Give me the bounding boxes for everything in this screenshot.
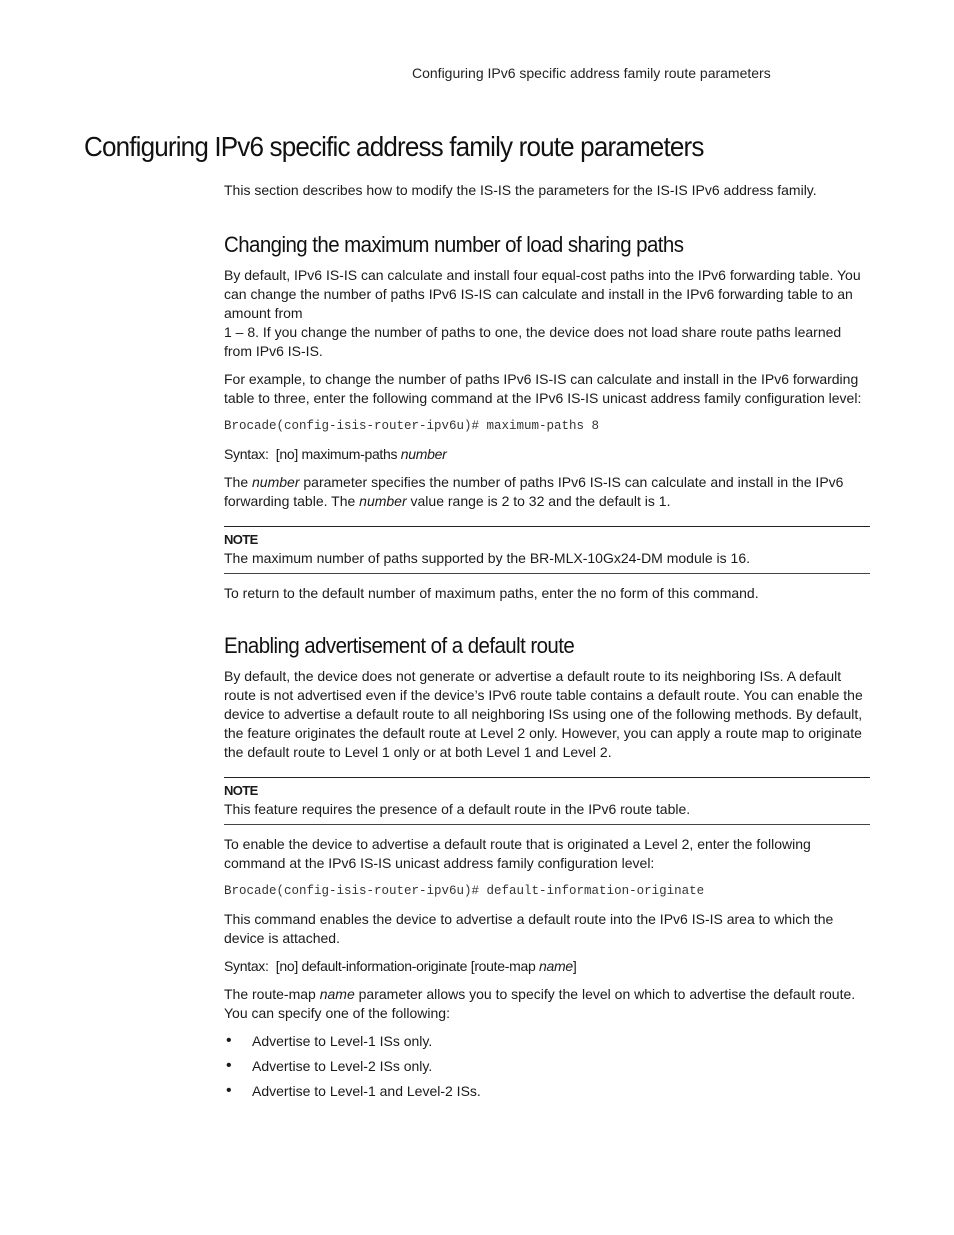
code-example-default-information-originate: Brocade(config-isis-router-ipv6u)# default-information-originate xyxy=(224,884,705,898)
syntax-command: [no] maximum-paths xyxy=(275,446,398,462)
level-options-list xyxy=(224,1032,870,1101)
syntax-default-information-originate xyxy=(224,957,870,976)
note-box-default-route xyxy=(224,777,870,825)
text-run: The xyxy=(224,474,253,490)
return-default-paragraph xyxy=(224,584,870,603)
note-box-max-paths xyxy=(224,526,870,574)
text-run: form of this command. xyxy=(616,585,759,601)
section-heading-default-route: Enabling advertisement of a default route xyxy=(224,633,575,658)
syntax-command: [no] default-information-originate [route-map xyxy=(275,958,536,974)
code-example-maximum-paths: Brocade(config-isis-router-ipv6u)# maximum-paths 8 xyxy=(224,419,600,433)
default-route-paragraph-2: To enable the device to advertise a default route that is originated a Level 2, enter the following command at the IPv6 IS-IS unicast address family configuration level: xyxy=(224,836,811,871)
load-sharing-paragraph-1b: 1 – 8. If you change the number of paths to one, the device does not load share route paths learned from IPv6 IS-IS. xyxy=(224,324,842,359)
syntax-parameter: name xyxy=(539,958,573,974)
running-header: Configuring IPv6 specific address family route parameters xyxy=(412,65,771,81)
text-run: parameter allows you to specify the level on which to advertise the default route. You can specify one of the following: xyxy=(224,986,856,1021)
param-name: number xyxy=(359,493,407,509)
keyword-no: no xyxy=(600,585,617,601)
note-text: The maximum number of paths supported by the BR-MLX-10Gx24-DM module is 16. xyxy=(224,550,751,566)
syntax-bracket: ] xyxy=(572,958,577,974)
text-run: parameter specifies the number of paths IPv6 IS-IS can calculate and install in the IPv6 forwarding table. The xyxy=(224,474,844,509)
default-route-paragraph-1: By default, the device does not generate or advertise a default route to its neighboring ISs. A default route is not advertised even if the device’s IPv6 route table contains a default route. You can enable the device to advertise a default route to all neighboring ISs using one of the following methods. By default, the feature originates the default route at Level 2 only. However, you can apply a route map to originate the default route to Level 1 only or at both Level 1 and Level 2. xyxy=(224,668,863,760)
main-content xyxy=(224,181,870,1107)
text-run: The xyxy=(224,986,253,1002)
note-label: NOTE xyxy=(224,532,258,547)
text-run: To return to the default number of maximum paths, enter the xyxy=(224,585,601,601)
load-sharing-paragraph-2: For example, to change the number of paths IPv6 IS-IS can calculate and install in the IPv6 forwarding table to three, enter the following command at the IPv6 IS-IS unicast address family configuration level: xyxy=(224,371,862,406)
section-heading-load-sharing: Changing the maximum number of load sharing paths xyxy=(224,232,684,257)
list-item: • Advertise to Level-2 ISs only. xyxy=(224,1057,870,1076)
list-item: • Advertise to Level-1 ISs only. xyxy=(224,1032,870,1051)
param-name: name xyxy=(319,986,355,1002)
note-label: NOTE xyxy=(224,783,258,798)
page-title: Configuring IPv6 specific address family route parameters xyxy=(84,131,704,162)
syntax-label: Syntax: xyxy=(224,958,269,974)
syntax-label: Syntax: xyxy=(224,446,269,462)
intro-paragraph: This section describes how to modify the IS-IS the parameters for the IS-IS IPv6 address family. xyxy=(224,182,817,198)
param-name: number xyxy=(252,474,300,490)
text-run: value range is 2 to 32 and the default is 1. xyxy=(406,493,671,509)
default-route-paragraph-3: This command enables the device to advertise a default route into the IPv6 IS-IS area to which the device is attached. xyxy=(224,911,834,946)
note-text: This feature requires the presence of a default route in the IPv6 route table. xyxy=(224,801,691,817)
number-parameter-description xyxy=(224,473,870,511)
syntax-maximum-paths xyxy=(224,445,870,464)
keyword-route-map: route-map xyxy=(252,986,316,1002)
route-map-description xyxy=(224,985,870,1023)
syntax-parameter: number xyxy=(400,446,447,462)
load-sharing-paragraph-1a: By default, IPv6 IS-IS can calculate and install four equal-cost paths into the IPv6 forwarding table. You can change the number of paths IPv6 IS-IS can calculate and install in the IPv6 forwarding table to an amount from xyxy=(224,267,861,321)
list-item: • Advertise to Level-1 and Level-2 ISs. xyxy=(224,1082,870,1101)
